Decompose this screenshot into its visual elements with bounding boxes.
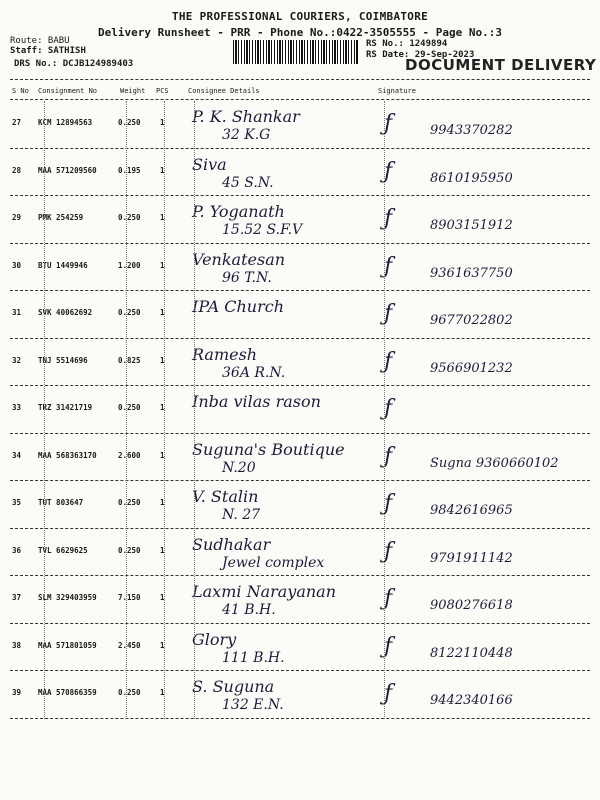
- signature-mark: ƒ: [384, 586, 393, 611]
- col-consignee: Consignee Details: [188, 87, 260, 95]
- consignee-address: 41 B.H.: [222, 602, 276, 618]
- consignee-address: 36A R.N.: [222, 364, 286, 381]
- row-weight: 0.250: [118, 545, 141, 555]
- row-weight: 2.450: [118, 640, 141, 650]
- signature-phone: 8122110448: [430, 645, 513, 661]
- row-weight: 7.150: [118, 593, 141, 602]
- row-consignment: MAA 568363170: [38, 450, 97, 460]
- row-consignment: MAA 570866359: [38, 688, 97, 697]
- table-row: [10, 101, 590, 149]
- table-row: [10, 529, 590, 577]
- consignee-name: P. K. Shankar: [192, 107, 300, 126]
- row-pcs: 1: [160, 308, 165, 317]
- row-pcs: 1: [160, 545, 165, 555]
- signature-mark: ƒ: [384, 206, 393, 231]
- consignee-address: 45 S.N.: [222, 174, 274, 191]
- row-pcs: 1: [160, 498, 165, 507]
- row-sno: 36: [12, 545, 22, 555]
- row-pcs: 1: [160, 593, 165, 602]
- consignee-address: N.20: [222, 459, 256, 476]
- signature-phone: 9677022802: [430, 313, 513, 328]
- row-consignment: TNJ 5514696: [38, 355, 88, 365]
- col-sno: S No: [12, 87, 29, 95]
- table-row: [10, 434, 590, 482]
- row-pcs: 1: [160, 213, 165, 222]
- row-weight: 2.600: [118, 450, 141, 460]
- signature-mark: ƒ: [384, 348, 393, 374]
- signature-phone: 8903151912: [430, 218, 513, 233]
- column-header-divider: [10, 99, 590, 100]
- row-pcs: 1: [160, 355, 165, 365]
- col-consignment: Consignment No: [38, 87, 98, 95]
- row-consignment: TUT 803647: [38, 498, 84, 507]
- row-pcs: 1: [160, 403, 165, 412]
- row-consignment: PMK 254259: [38, 213, 84, 222]
- row-weight: 1.200: [118, 260, 141, 270]
- row-pcs: 1: [160, 118, 165, 127]
- consignee-name: S. Suguna: [192, 677, 275, 696]
- table-row: [10, 149, 590, 197]
- row-weight: 0.195: [118, 165, 141, 175]
- rs-number: RS No.: 1249894: [366, 39, 448, 49]
- table-row: [10, 576, 590, 624]
- col-weight: Weight: [120, 87, 146, 95]
- consignee-name: Laxmi Narayanan: [192, 582, 337, 601]
- barcode: [233, 40, 358, 64]
- signature-mark: ƒ: [384, 633, 393, 659]
- consignee-address: 111 B.H.: [222, 649, 285, 666]
- row-sno: 35: [12, 498, 22, 507]
- row-weight: 0.250: [118, 118, 141, 127]
- table-row: [10, 339, 590, 387]
- row-sno: 37: [12, 593, 22, 602]
- consignee-name: Venkatesan: [192, 249, 286, 269]
- signature-mark: ƒ: [384, 538, 393, 564]
- row-weight: 0.250: [118, 498, 141, 507]
- row-consignment: TVL 6629625: [38, 545, 88, 555]
- row-pcs: 1: [160, 688, 165, 697]
- signature-phone: 9566901232: [430, 360, 513, 376]
- signature-phone: 8610195950: [430, 170, 513, 186]
- row-sno: 38: [12, 640, 22, 650]
- table-row: [10, 624, 590, 672]
- signature-phone: 9842616965: [430, 503, 513, 518]
- document-delivery-stamp: DOCUMENT DELIVERY: [405, 56, 597, 74]
- column-separator: [44, 101, 45, 719]
- table-row: [10, 196, 590, 244]
- consignee-name: IPA Church: [192, 297, 285, 316]
- consignee-address: 96 T.N.: [222, 269, 272, 286]
- signature-mark: ƒ: [384, 111, 393, 136]
- row-weight: 0.250: [118, 403, 141, 412]
- consignee-name: Sudhakar: [192, 534, 271, 554]
- rs-date: RS Date: 29-Sep-2023: [366, 50, 475, 60]
- consignee-name: Glory: [192, 629, 237, 649]
- row-consignment: MAA 571801059: [38, 640, 97, 650]
- column-separator: [126, 101, 127, 719]
- signature-mark: ƒ: [384, 301, 393, 326]
- row-weight: 0.250: [118, 213, 141, 222]
- row-weight: 0.250: [118, 308, 141, 317]
- row-pcs: 1: [160, 640, 165, 650]
- consignee-address: 15.52 S.F.V: [222, 222, 303, 238]
- consignee-name: P. Yoganath: [192, 202, 285, 221]
- row-consignment: KCM 12894563: [38, 118, 93, 127]
- row-sno: 33: [12, 403, 22, 412]
- row-sno: 39: [12, 688, 22, 697]
- row-sno: 28: [12, 165, 22, 175]
- row-consignment: TRZ 31421719: [38, 403, 93, 412]
- consignee-address: 132 E.N.: [222, 697, 284, 713]
- consignee-address: N. 27: [222, 507, 261, 523]
- table-row: [10, 386, 590, 434]
- row-pcs: 1: [160, 450, 165, 460]
- header-divider: [10, 79, 590, 80]
- row-consignment: SVK 40062692: [38, 308, 93, 317]
- row-sno: 32: [12, 355, 22, 365]
- consignee-name: V. Stalin: [192, 487, 259, 506]
- signature-mark: ƒ: [384, 491, 393, 516]
- row-sno: 27: [12, 118, 22, 127]
- row-divider: [10, 718, 590, 719]
- signature-phone: 9791911142: [430, 550, 513, 566]
- row-sno: 29: [12, 213, 22, 222]
- signature-phone: 9442340166: [430, 693, 513, 708]
- signature-mark: ƒ: [384, 443, 393, 469]
- signature-mark: ƒ: [384, 681, 393, 706]
- column-separator: [164, 101, 165, 719]
- signature-phone: 9361637750: [430, 265, 513, 281]
- row-pcs: 1: [160, 260, 165, 270]
- row-consignment: SLM 329403959: [38, 593, 97, 602]
- runsheet-title: Delivery Runsheet - PRR - Phone No.:0422-3505555 - Page No.:3: [98, 26, 502, 39]
- consignee-name: Inba vilas rason: [192, 392, 321, 411]
- signature-phone: 9943370282: [430, 123, 513, 138]
- column-separator: [194, 101, 195, 719]
- consignee-address: Jewel complex: [222, 554, 325, 571]
- row-sno: 31: [12, 308, 22, 317]
- row-consignment: BTU 1449946: [38, 260, 88, 270]
- row-weight: 0.250: [118, 688, 141, 697]
- row-weight: 0.825: [118, 355, 141, 365]
- consignee-address: 32 K.G: [222, 127, 271, 143]
- signature-phone: Sugna 9360660102: [430, 455, 559, 471]
- table-row: [10, 244, 590, 292]
- signature-phone: 9080276618: [430, 598, 513, 613]
- table-row: [10, 671, 590, 719]
- company-title: THE PROFESSIONAL COURIERS, COIMBATORE: [171, 10, 429, 23]
- drs-label: DRS No.: DCJB124989403: [14, 59, 134, 69]
- consignee-name: Siva: [192, 154, 227, 174]
- col-pcs: PCS: [156, 87, 169, 95]
- staff-label: Staff: SATHISH: [10, 46, 86, 56]
- table-row: [10, 481, 590, 529]
- row-consignment: MAA 571209560: [38, 165, 97, 175]
- signature-mark: ƒ: [384, 396, 393, 421]
- signature-mark: ƒ: [384, 158, 393, 184]
- row-sno: 30: [12, 260, 22, 270]
- col-signature: Signature: [378, 87, 416, 95]
- row-pcs: 1: [160, 165, 165, 175]
- route-label: Route: BABU: [10, 36, 70, 46]
- signature-mark: ƒ: [384, 253, 393, 279]
- column-separator: [384, 101, 385, 719]
- consignee-name: Suguna's Boutique: [192, 439, 345, 459]
- consignee-name: Ramesh: [192, 344, 258, 364]
- row-sno: 34: [12, 450, 22, 460]
- table-row: [10, 291, 590, 339]
